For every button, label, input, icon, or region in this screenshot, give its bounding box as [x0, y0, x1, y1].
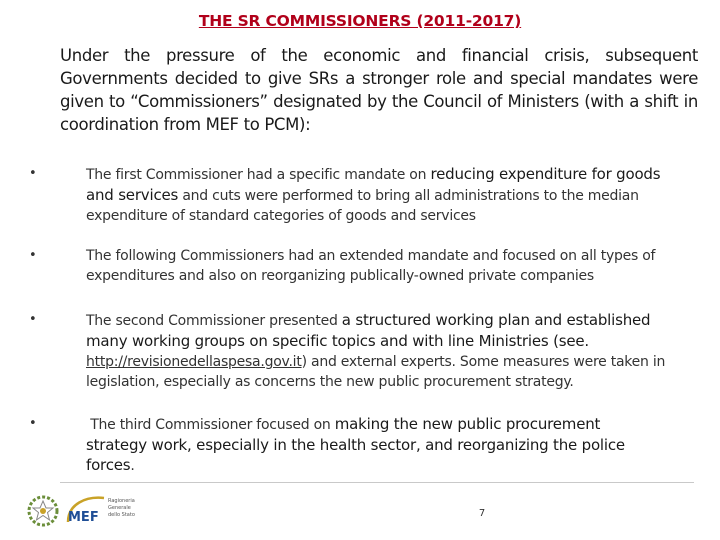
bullet-item-4 — [29, 414, 694, 476]
bullet-1-highlight-2: and services — [86, 186, 179, 204]
bullet-4-text-3: . — [130, 458, 135, 474]
mef-logo-text: MEF — [68, 510, 99, 525]
bullet-1-text-2: and cuts were performed to bring all administrations to the median — [178, 188, 639, 204]
bullet-3-text-3: ) and external experts. Some measures were taken in — [301, 354, 666, 370]
bullet-1-text: The first Commissioner had a specific mandate on — [86, 167, 431, 183]
bullet-2-line-2: expenditures and also on reorganizing publically-owned private companies — [86, 268, 594, 284]
footer-divider — [60, 482, 694, 483]
revisione-spesa-link[interactable]: http://revisionedellaspesa.gov.it — [86, 354, 302, 370]
bullet-symbol: • — [29, 166, 37, 181]
bullet-item-2 — [29, 246, 694, 286]
bullet-4-line-2: strategy work, especially in the health sector, and reorganizing the police — [86, 436, 625, 454]
page-number: 7 — [478, 508, 486, 519]
bullet-3-line-2 — [86, 331, 694, 352]
bullet-3-text-2: (see. — [548, 332, 589, 350]
bullet-3-line-3 — [86, 352, 694, 372]
bullet-4-line-1 — [86, 414, 694, 435]
bullet-item-3 — [29, 310, 694, 392]
bullet-3-line-1 — [86, 310, 694, 331]
bullet-4-highlight-3: forces — [86, 456, 131, 474]
bullet-symbol: • — [29, 248, 37, 263]
italian-republic-emblem-icon — [26, 494, 60, 532]
bullet-1-line-2 — [86, 185, 694, 206]
bullet-4-text: The third Commissioner focused on — [86, 417, 335, 433]
intro-paragraph: Under the pressure of the economic and financial crisis, subsequent Governments decided to give SRs a stronger role and special mandates were given to “Commissioners” designated by the Council of Ministers (with a shift in coordination from MEF to PCM): — [60, 46, 698, 134]
mef-caption-line-2: Generale — [108, 505, 131, 511]
bullet-1-line-1 — [86, 164, 694, 185]
bullet-2-line-1: The following Commissioners had an extended mandate and focused on all types of — [86, 248, 656, 264]
mef-caption-line-3: dello Stato — [108, 512, 135, 518]
bullet-1-line-3: expenditure of standard categories of goods and services — [86, 208, 476, 224]
mef-caption-line-1: Ragioneria — [108, 498, 135, 504]
bullet-3-text: The second Commissioner presented — [86, 313, 342, 329]
bullet-symbol: • — [29, 416, 37, 431]
bullet-4-line-3 — [86, 455, 694, 476]
bullet-3-line-4: legislation, especially as concerns the new public procurement strategy. — [86, 374, 574, 390]
bullet-item-1 — [29, 164, 694, 226]
bullet-symbol: • — [29, 312, 37, 327]
bullet-3-highlight-2: many working groups on specific topics and with line Ministries — [86, 332, 549, 350]
slide-title: THE SR COMMISSIONERS (2011-2017) — [198, 12, 522, 30]
bullet-1-highlight: reducing expenditure for goods — [430, 165, 661, 183]
mef-logo-caption — [108, 498, 135, 519]
mef-logo-icon — [64, 494, 108, 530]
bullet-4-highlight: making the new public procurement — [334, 415, 601, 433]
bullet-3-highlight: a structured working plan and established — [341, 311, 651, 329]
